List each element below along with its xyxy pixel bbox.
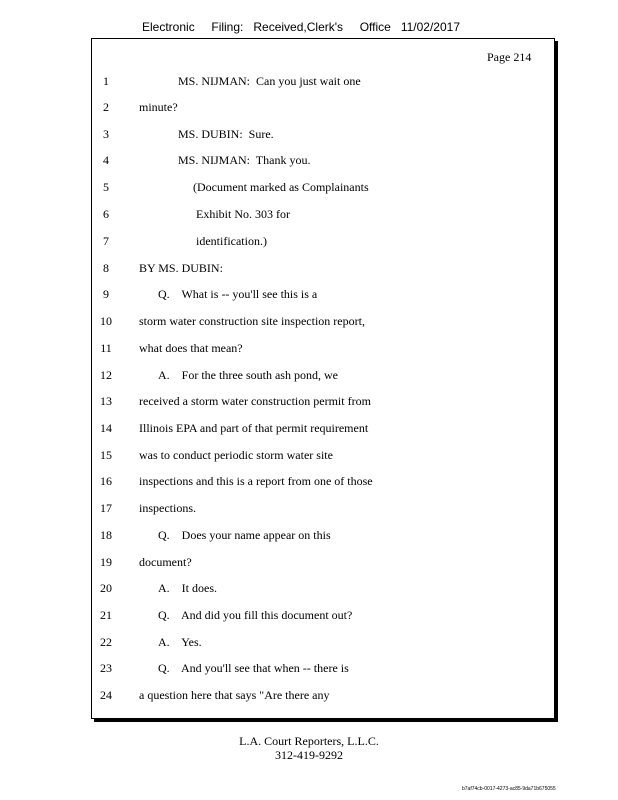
transcript-line: [0, 180, 618, 198]
footer-company: L.A. Court Reporters, L.L.C.: [239, 734, 379, 748]
transcript-line: [0, 661, 618, 679]
line-number: 4: [103, 153, 109, 167]
transcript-line: [0, 421, 618, 439]
line-number: 12: [100, 368, 112, 382]
transcript-line: [0, 341, 618, 359]
line-text: Q. Does your name appear on this: [158, 528, 331, 542]
line-text: Q. And you'll see that when -- there is: [158, 661, 349, 675]
transcript-line: [0, 100, 618, 118]
page-number: Page 214: [487, 50, 532, 64]
transcript-line: [0, 261, 618, 279]
line-text: MS. NIJMAN: Can you just wait one: [178, 74, 361, 88]
transcript-line: [0, 448, 618, 466]
transcript-line: [0, 234, 618, 252]
transcript-line: [0, 127, 618, 145]
line-text: document?: [139, 555, 192, 569]
line-text: A. It does.: [158, 581, 217, 595]
line-number: 23: [100, 661, 112, 675]
line-text: A. Yes.: [158, 635, 202, 649]
line-number: 15: [100, 448, 112, 462]
line-text: storm water construction site inspection report,: [139, 314, 365, 328]
line-number: 10: [100, 314, 112, 328]
frame-shadow-bottom: [94, 719, 558, 722]
transcript-line: [0, 528, 618, 546]
footer-phone: 312-419-9292: [275, 748, 343, 762]
line-number: 5: [103, 180, 109, 194]
line-text: MS. DUBIN: Sure.: [178, 127, 274, 141]
line-text: BY MS. DUBIN:: [139, 261, 223, 275]
line-number: 16: [100, 474, 112, 488]
line-number: 17: [100, 501, 112, 515]
line-text: Exhibit No. 303 for: [196, 207, 290, 221]
line-text: minute?: [139, 100, 178, 114]
line-text: received a storm water construction permit from: [139, 394, 371, 408]
line-number: 20: [100, 581, 112, 595]
line-number: 8: [103, 261, 109, 275]
transcript-line: [0, 501, 618, 519]
transcript-line: [0, 555, 618, 573]
line-number: 6: [103, 207, 109, 221]
line-text: inspections and this is a report from one of those: [139, 474, 373, 488]
transcript-line: [0, 474, 618, 492]
document-hash: b7af74cb-0017-4273-ac85-9da71b675055: [462, 786, 556, 792]
line-text: was to conduct periodic storm water site: [139, 448, 333, 462]
transcript-line: [0, 368, 618, 386]
line-text: a question here that says "Are there any: [139, 688, 330, 702]
transcript-line: [0, 207, 618, 225]
line-text: (Document marked as Complainants: [193, 180, 369, 194]
transcript-line: [0, 394, 618, 412]
line-number: 11: [100, 341, 112, 355]
transcript-line: [0, 287, 618, 305]
line-number: 13: [100, 394, 112, 408]
line-text: what does that mean?: [139, 341, 243, 355]
line-number: 3: [103, 127, 109, 141]
line-number: 9: [103, 287, 109, 301]
line-number: 1: [103, 74, 109, 88]
line-number: 2: [103, 100, 109, 114]
line-number: 21: [100, 608, 112, 622]
filing-stamp: Electronic Filing: Received,Clerk's Office 11/02/2017: [142, 20, 460, 34]
transcript-line: [0, 688, 618, 706]
line-number: 14: [100, 421, 112, 435]
transcript-line: [0, 608, 618, 626]
transcript-line: [0, 581, 618, 599]
line-number: 7: [103, 234, 109, 248]
transcript-line: [0, 314, 618, 332]
line-text: A. For the three south ash pond, we: [158, 368, 338, 382]
transcript-line: [0, 74, 618, 92]
transcript-line: [0, 153, 618, 171]
line-text: inspections.: [139, 501, 196, 515]
line-text: MS. NIJMAN: Thank you.: [178, 153, 311, 167]
line-text: Q. And did you fill this document out?: [158, 608, 353, 622]
transcript-line: [0, 635, 618, 653]
line-number: 22: [100, 635, 112, 649]
line-text: Illinois EPA and part of that permit requirement: [139, 421, 369, 435]
line-number: 24: [100, 688, 112, 702]
line-text: Q. What is -- you'll see this is a: [158, 287, 318, 301]
line-number: 18: [100, 528, 112, 542]
line-number: 19: [100, 555, 112, 569]
line-text: identification.): [196, 234, 267, 248]
